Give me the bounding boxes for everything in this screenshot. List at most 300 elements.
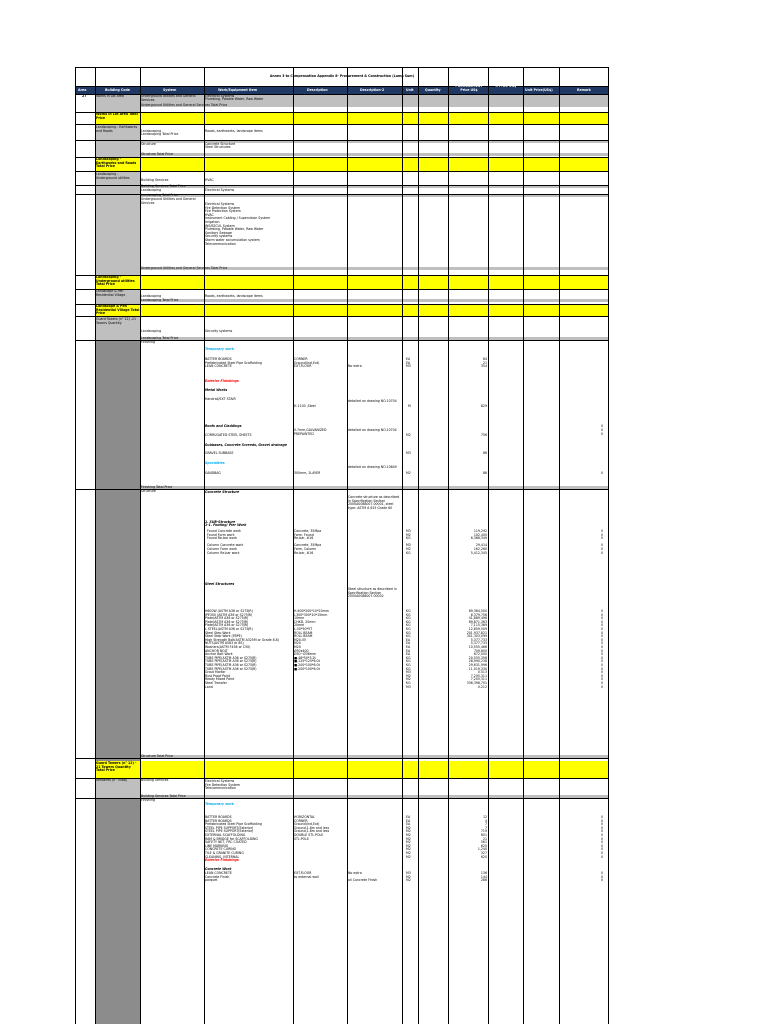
guard-unit: M2 [406, 836, 411, 841]
work-list-item: INS/SECUL System [205, 223, 235, 228]
steel-qty: 709,600 [473, 648, 487, 653]
steel-item: H600W (ASTM A36 or S275JR) [205, 609, 253, 613]
steel-unit: KG [406, 630, 411, 635]
steel-unit: KG [406, 655, 411, 660]
grid-v [418, 67, 419, 1024]
str-unit: M2 [406, 547, 411, 551]
str-item: Found Concrete work [205, 529, 241, 533]
guard-item: LINE MARKING [205, 843, 229, 848]
fin-roof-title: Roofs and Claddings [205, 424, 242, 428]
steel-item: Plate(ASTM A36 or S275JR) [205, 623, 249, 628]
steel-zero: 0 [600, 677, 603, 682]
guard-conc-zero: 0 [600, 871, 603, 875]
steel-desc: 10mm [294, 616, 305, 621]
grey-subtotal-row [140, 153, 609, 156]
grid-h [75, 316, 609, 317]
steel-item: Anchor Bolt Work [205, 652, 233, 657]
steel-qty: 201,937,821 [466, 630, 487, 635]
guard-unit: M2 [406, 840, 411, 845]
steel-desc: CHKD, 20mm [294, 619, 316, 624]
guard-item: CONCRETE CURING [205, 847, 237, 852]
str-sub-sub: 1-1. Footing/ Pier Work [205, 523, 247, 527]
grid-v [523, 67, 524, 1024]
guard-zero: 0 [600, 851, 603, 855]
fin-roof-qty: 756 [480, 433, 487, 437]
fin-temp-qty: 354 [480, 364, 487, 369]
work-w2: Roads, earthworks, landscape items [205, 129, 263, 133]
fin-ext-title: Exterior Finishings [205, 379, 239, 383]
fin-spec-qty: 86 [482, 471, 487, 475]
steel-item: Steel Step Work [205, 630, 231, 635]
work-w1b: Plumbing, Potable Water, Raw Water [205, 97, 264, 101]
fin-zero: 0 [600, 424, 603, 428]
guard-unit: EA [406, 818, 411, 823]
str-desc: Re-bar, #16 [294, 550, 314, 555]
guard-desc: Ground(Ind,Ext) [294, 822, 320, 827]
guard-qty: 1,240 [477, 847, 487, 852]
guard-conc-item: parquet [205, 878, 218, 883]
grid-h [75, 275, 609, 276]
str-qty: 119,292 [473, 529, 487, 533]
steel-unit: KG [406, 659, 411, 664]
system-s11-total: Building Services Total Price [141, 794, 186, 798]
code-c4: Landscape & Pen Residential Village [96, 289, 126, 297]
steel-desc: ■-200*100*6.0t [294, 666, 320, 671]
steel-unit: KG [406, 627, 411, 631]
steel-item: Rust Proof Paint [205, 673, 231, 678]
guard-item: BATTER BOARDS [205, 818, 232, 823]
str-zero: 0 [600, 543, 603, 548]
system-s4: Building Services [141, 178, 169, 182]
steel-zero: 0 [600, 634, 603, 639]
col-header-work: Work/Equipment Item [218, 88, 258, 92]
grid-h [75, 112, 609, 113]
yellow-total-row [95, 275, 609, 289]
system-s2-total: Landscaping Total Price [141, 132, 179, 136]
steel-unit: KG [406, 681, 411, 685]
fin-sub-item: GRAVEL SUBBASE [205, 451, 234, 455]
str-unit: KG [406, 550, 411, 555]
steel-unit: KG [406, 666, 411, 671]
steel-zero: 0 [600, 652, 603, 657]
guard-qty: 620 [480, 843, 487, 848]
grid-h [75, 157, 609, 158]
system-s8-total: Landscaping Total Price [141, 336, 179, 340]
steel-unit: M2 [406, 677, 411, 682]
steel-desc: ROLL BEAM [294, 630, 313, 635]
guard-unit: M2 [406, 825, 411, 830]
guard-conc-title: Concrete Work [205, 867, 232, 871]
system-s4-total: Building Services Total Price [141, 184, 186, 188]
fin-temp-unit: EA [406, 360, 411, 365]
fin-temp-unit: EA [406, 357, 411, 361]
steel-zero: 0 [600, 612, 603, 617]
code-col-block [95, 171, 140, 275]
steel-qty: 10,555,466 [468, 645, 487, 649]
steel-zero: 0 [600, 627, 603, 631]
fin-metal-unit: M [408, 404, 411, 408]
fin-sub-qty: 86 [482, 451, 487, 455]
str-desc: Form, Found [294, 532, 314, 537]
fin-spec-desc: 300mm, 2LAYER [294, 471, 321, 475]
work-w1: Electrical Systems [205, 94, 235, 98]
system-s3-total: Structure Total Price [141, 152, 174, 156]
guard-unit: M2 [406, 833, 411, 837]
fin-temp-desc2: No extra [348, 364, 362, 369]
fin-temp-item: BATTER BOARDS [205, 357, 232, 361]
fin-spec-unit: M2 [406, 471, 411, 475]
guard-conc-desc2: all Concrete Finish [348, 878, 378, 883]
grid-v [95, 67, 96, 1024]
grid-v [140, 67, 141, 1024]
guard-zero: 0 [600, 825, 603, 830]
steel-unit: M3 [406, 684, 411, 689]
steel-desc: ■-48*50*3.2t [294, 655, 316, 660]
str-item: Column Re-bar work [205, 550, 240, 555]
steel-zero: 0 [600, 619, 603, 624]
steel-item: Grout Mortar [205, 670, 226, 675]
code-col-dark-block [95, 340, 140, 761]
guard-conc-unit: M2 [406, 878, 411, 883]
guard-item: SAFETY NET, FRC COATED [205, 840, 247, 845]
code-c6: Sentaires (n° 5588) [96, 778, 128, 782]
guard-unit: EA [406, 815, 411, 819]
steel-zero: 0 [600, 670, 603, 675]
guard-item: RAM & BRIDGE for SCAFFOLDING [205, 836, 258, 841]
str-qty: 102,400 [473, 532, 487, 537]
grid-v [402, 67, 403, 1024]
guard-item: TILE & GRANITE CURING [205, 851, 244, 855]
steel-zero: 0 [600, 630, 603, 635]
fin-temp-item: Prefabricated Steel Pipe Scaffolding [205, 360, 262, 365]
fin-zero: 0 [600, 428, 603, 432]
steel-item: TUBE PIPE(ASTM A36 or S275JR) [205, 655, 257, 660]
steel-item: TUBE PIPE(ASTM A36 or S275JR) [205, 659, 257, 664]
guard-desc: Ground,1.8m and less [294, 825, 330, 830]
system-s6-total: Underground Utilities and General Services Total Price [141, 266, 228, 270]
str-qty: 162,260 [473, 547, 487, 551]
str-qty: 5,412,345 [470, 550, 487, 555]
steel-item: TUBE PIPE(ASTM A36 or S275JR) [205, 666, 257, 671]
area-number: 27 [82, 94, 87, 98]
steel-zero: 0 [600, 666, 603, 671]
guard-unit: M2 [406, 829, 411, 834]
guard-ext-title: Exterior Finishings [205, 858, 239, 862]
steel-desc: H-600*200*10*20mm [294, 609, 329, 613]
guard-item: Prefabricated Steel Pipe Scaffolding [205, 822, 262, 827]
grid-v [608, 67, 609, 1024]
work-list-item: Fire Detection System [205, 205, 241, 210]
steel-unit: EA [406, 648, 411, 653]
str-zero: 0 [600, 529, 603, 533]
steel-unit: KG [406, 612, 411, 617]
fin-metal-title: Metal Works [205, 388, 228, 392]
steel-zero: 0 [600, 681, 603, 685]
grid-v [75, 67, 76, 1024]
fin-sub-unit: M3 [406, 451, 411, 455]
guard-item: CLEANING, INTERNAL [205, 854, 240, 859]
system-s8: Landscaping [141, 329, 162, 333]
steel-qty: 336,398,701 [466, 681, 487, 685]
guard-zero: 0 [600, 833, 603, 837]
fin-metal-desc: H-1100 ,Steel [294, 404, 316, 408]
steel-qty: 41,889,496 [468, 616, 487, 621]
grid-h [75, 304, 609, 305]
steel-zero: 0 [600, 673, 603, 678]
guard-conc-qty: 286 [480, 878, 487, 883]
system-s6: Underground Utilities and General Services [141, 197, 196, 205]
guard-desc: DOUBLE STL.POLE [294, 833, 324, 837]
steel-item: Steel Step Work (FBPE) [205, 634, 242, 639]
fin-temp-desc: Ground(Ind,Ext) [294, 360, 320, 365]
steel-unit: EA [406, 645, 411, 649]
steel-zero: 0 [600, 609, 603, 613]
str-unit: KG [406, 536, 411, 541]
steel-desc: 20mm [294, 623, 305, 628]
yellow-total-row [95, 761, 609, 778]
code-c2: Landscaping - Earthworks and Roads [96, 125, 138, 133]
str-steel-title: Steel Structures [205, 582, 235, 586]
grid-h [75, 289, 609, 290]
system-s2: Landscaping [141, 129, 162, 133]
steel-item: Steel Transfer [205, 681, 227, 685]
code-c1: Works in Lot Area [96, 94, 124, 98]
fin-sub-title: Subbases, Concrete Screeds, Gravel drainage [205, 443, 288, 447]
system-s5: Landscaping [141, 188, 162, 192]
work-w4: HVAC [205, 178, 214, 182]
fin-roof-desc: 0.7mm,GALVANIZED PREPAINTED [294, 428, 327, 436]
str-unit: M3 [406, 529, 411, 533]
fin-spec-title: Specialties [205, 461, 225, 465]
system-s5-total: Landscaping Total Price [141, 193, 179, 197]
guard-conc-unit: M3 [406, 871, 411, 875]
code-c3: Landscaping - Underground utilities [96, 172, 130, 180]
guard-conc-desc2: No extra [348, 871, 362, 875]
guard-conc-desc: to external wall [294, 874, 319, 879]
work-list-item: HVAC [205, 212, 214, 217]
str-item: Found Form work [205, 532, 235, 537]
guard-zero: 0 [600, 818, 603, 823]
steel-unit: KG [406, 663, 411, 667]
grid-v [448, 67, 449, 1024]
system-s10: Structure [141, 489, 156, 493]
steel-item: Ready Mixed Paint [205, 677, 235, 682]
guard-qty: 327 [480, 851, 487, 855]
code-col-dark-block [95, 798, 140, 1024]
code-c3-total: Landscaping - Underground utilities Total Price [96, 275, 135, 287]
str-zero: 0 [600, 550, 603, 555]
system-s3: Structure [141, 142, 156, 146]
str-unit: M2 [406, 532, 411, 537]
steel-item: Washers(ASTM F436 or C50) [205, 645, 251, 649]
steel-zero: 0 [600, 655, 603, 660]
steel-qty: 89,364,500 [468, 609, 487, 613]
guard-unit: M2 [406, 851, 411, 855]
fin-roof-desc2: detailed on drawing NO.10704 [348, 428, 397, 432]
guard-zero: 0 [600, 847, 603, 852]
spreadsheet [75, 67, 609, 1024]
system-s9-total: Finishing Total Price [141, 485, 173, 489]
steel-qty: 7,205,311 [470, 673, 487, 678]
str-qty: 6,366,349 [470, 536, 487, 541]
steel-item: IPE300 (ASTM A36 or S275JR) [205, 612, 253, 617]
sheet-title: Annex 3 to Compensation Appendix 8- Procurement & Construction (Lump Sum) [269, 74, 415, 78]
steel-qty: 0.212 [477, 684, 487, 689]
steel-desc: ■-125*125*6.0t [294, 659, 320, 664]
steel-qty: 672,000 [473, 652, 487, 657]
steel-zero: 0 [600, 616, 603, 621]
guard-zero: 0 [600, 836, 603, 841]
guard-conc-item: Concrete Finish [205, 874, 230, 879]
str-zero: 0 [600, 536, 603, 541]
guard-conc-qty: 136 [480, 871, 487, 875]
work-list-item: Fire Protection System [205, 209, 241, 214]
system-s7: Landscaping [141, 294, 162, 298]
work-list-item: Instrument Cabling / Supervision System [205, 216, 271, 221]
col-header-desc2: Description-2 [360, 88, 385, 92]
str-item: Column Form work [205, 547, 238, 551]
work-w3: Concrete Structure [205, 142, 236, 146]
steel-qty: 28,990,238 [468, 659, 487, 664]
steel-item: Land [205, 684, 213, 689]
steel-unit: M2 [406, 673, 411, 678]
work-w8: Security systems [205, 329, 233, 333]
fin-zero: 0 [600, 432, 603, 436]
system-s10-total: Structure Total Price [141, 754, 174, 758]
guard-conc-qty: 144 [480, 874, 487, 879]
steel-item: L STEEL(ASTM A36 or S275JR) [205, 627, 253, 631]
work-list-item: Electrical Systems [205, 202, 235, 206]
guard-zero: 0 [600, 854, 603, 859]
str-item: Column Concrete work [205, 543, 244, 548]
grid-v [488, 67, 489, 1024]
str-title: Concrete Structure [205, 490, 240, 494]
steel-zero: 0 [600, 641, 603, 646]
col-header-unitprice: Unit Price(US$) [525, 88, 553, 92]
steel-qty: 11,019,330 [468, 666, 487, 671]
work-w5: Electrical Systems [205, 188, 235, 192]
col-header-remark: Remark [577, 88, 591, 92]
fin-temp-title: Temporary work [205, 347, 235, 351]
work-list-item: Electrical Systems [205, 779, 235, 783]
fin-metal-item: Handrail/EXT STAIR [205, 397, 236, 401]
steel-zero: 0 [600, 645, 603, 649]
guard-qty: 7 [484, 822, 487, 827]
yellow-total-row [95, 112, 609, 124]
steel-desc: L-50*50*5T [294, 627, 313, 631]
steel-unit: KG [406, 623, 411, 628]
guard-qty: 561 [480, 840, 487, 845]
fin-metal-desc2: detailed on drawing NO.10704 [348, 399, 397, 403]
guard-zero: 0 [600, 822, 603, 827]
grid-h [75, 140, 609, 141]
guard-qty: 801 [480, 833, 487, 837]
grey-subtotal-row [140, 299, 609, 302]
system-s11: Building Services [141, 778, 169, 782]
work-list-item: Security systems [205, 234, 233, 239]
steel-unit: M3 [406, 670, 411, 675]
steel-qty: 12,859,509 [468, 627, 487, 631]
fin-temp-unit: M3 [406, 364, 411, 369]
guard-desc: CORNER [294, 818, 308, 823]
steel-desc: ■-200*100*6.0t [294, 663, 320, 667]
steel-qty: 6,379,756 [470, 612, 487, 617]
fin-roof-unit: M2 [406, 433, 411, 437]
work-list-item: Plumbing, Potable Water, Raw Water [205, 227, 264, 232]
col-header-area: Area [78, 88, 87, 92]
grid-h [75, 86, 609, 87]
guard-desc: STL.POLE [294, 836, 309, 841]
col-header-proc: PROCUREMENT Price US$ [455, 84, 483, 92]
steel-item: High Strength Bolt(ASTM A325M or Grade 8.8) [205, 637, 279, 642]
code-c5: Guard Towers (n° 12) -21 Towers Quantity [96, 317, 137, 325]
str-zero: 0 [600, 547, 603, 551]
steel-qty: 7,205,311 [470, 677, 487, 682]
guard-zero: 0 [600, 843, 603, 848]
str-desc2: Concrete structure as described in Specification Section 2000A0088007.00001, steel type: ASTM A 615 Grade 60 [348, 495, 400, 510]
guard-conc-item: LEAN CONCRETE [205, 871, 232, 875]
col-header-unit: Unit [406, 88, 414, 92]
col-header-pct: % Price US$ [494, 84, 517, 88]
str-desc: Concrete, 35Mpa [294, 529, 322, 533]
fin-temp-desc: CORNER [294, 357, 308, 361]
steel-desc: M20-55 [294, 637, 307, 642]
steel-unit: KG [406, 634, 411, 639]
guard-unit: EA [406, 822, 411, 827]
code-c1-total: Works in Lot Area Total Price [96, 112, 138, 120]
guard-item: BATTER BOARDS [205, 815, 232, 819]
work-list-item: Irrigation [205, 220, 220, 224]
steel-unit: EA [406, 641, 411, 646]
steel-item: TUBE PIPE(ASTM A36 or S275JR) [205, 663, 257, 667]
steel-zero: 0 [600, 659, 603, 664]
work-w7: Roads, earthworks, landscape items [205, 294, 263, 298]
steel-zero: 0 [600, 648, 603, 653]
guard-unit: M2 [406, 854, 411, 859]
steel-qty: 20,555,356 [468, 655, 487, 660]
str-steel-desc2: Steel structure as described in Specification Section 2000A0088007.00002 [348, 587, 397, 599]
guard-item: STEEL PIPE SUPPORT(Exterior) [205, 825, 254, 830]
steel-qty: 89,871,363 [468, 619, 487, 624]
guard-temp-title: Temporary work [205, 802, 235, 806]
str-desc: Concrete, 35Mpa [294, 543, 322, 548]
str-desc: Form, Column [294, 547, 317, 551]
guard-desc: Ground,1.8m and less [294, 829, 330, 834]
system-s9: Finishing [141, 340, 156, 344]
col-header-code: Building Code [105, 88, 130, 92]
grid-h [75, 67, 609, 68]
steel-unit: KG [406, 619, 411, 624]
steel-unit: KG [406, 609, 411, 613]
steel-desc: Ø30x400 [294, 648, 309, 653]
steel-item: Plate(ASTM A36 or S275JR) [205, 616, 249, 621]
steel-unit: EA [406, 652, 411, 657]
col-header-desc: Description [307, 88, 328, 92]
str-sub-title: 1. SUB-Structure [205, 520, 236, 524]
steel-qty: 7,115,369 [470, 623, 487, 628]
fin-temp-desc: EXT.FLOOR [294, 364, 312, 369]
steel-zero: 0 [600, 623, 603, 628]
guard-desc: HORIZONTAL [294, 815, 315, 819]
grid-h [75, 171, 609, 172]
guard-unit: M2 [406, 847, 411, 852]
col-header-system: System [163, 88, 177, 92]
steel-item: ANCHOR BOLT [205, 648, 228, 653]
guard-zero: 0 [600, 840, 603, 845]
steel-qty: 351,303,099 [466, 634, 487, 639]
steel-unit: EA [406, 637, 411, 642]
system-s1: Underground Utilities and General Services [141, 94, 196, 102]
